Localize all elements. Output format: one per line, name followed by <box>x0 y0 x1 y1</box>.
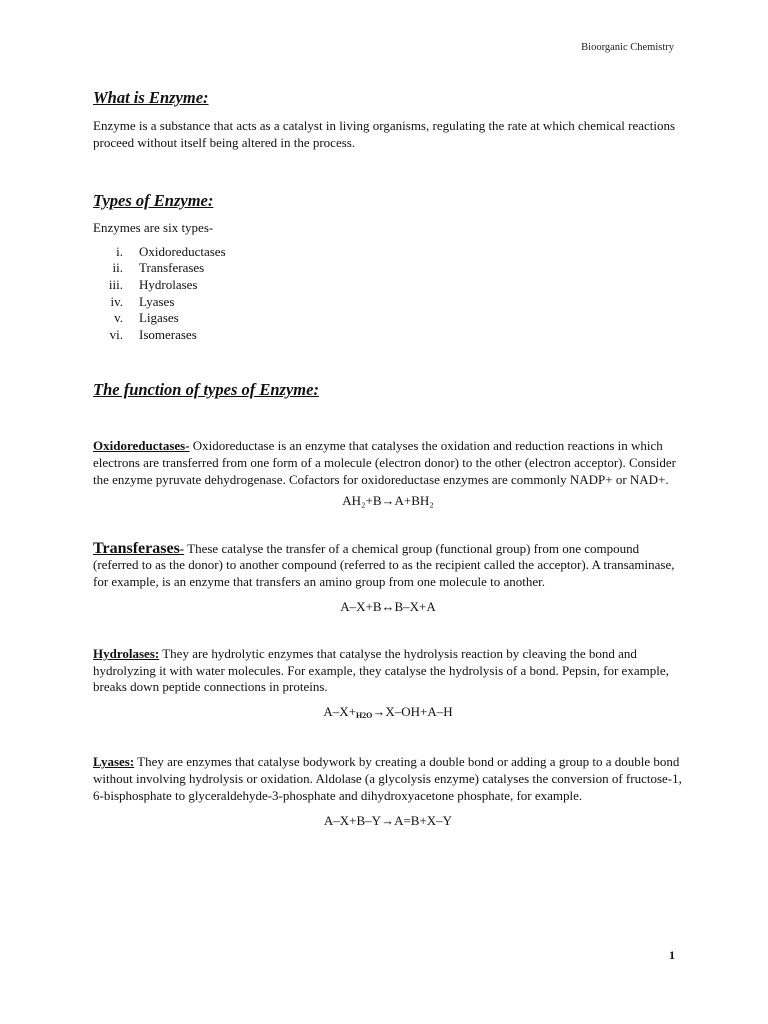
term-transferases: Transferases <box>93 539 180 557</box>
equation-oxidoreductases: AH₂+B→A+BH₂ <box>342 493 434 509</box>
list-number: vi. <box>109 326 123 342</box>
list-item <box>93 260 683 277</box>
paragraph-transferases <box>93 541 683 591</box>
list-number: ii. <box>112 260 123 276</box>
term-oxidoreductases: Oxidoreductases- <box>93 438 190 454</box>
list-number: iv. <box>110 293 123 309</box>
list-label: Hydrolases <box>139 276 198 292</box>
paragraph-enzyme-definition: Enzyme is a substance that acts as a catalyst in living organisms, regulating the rate at which chemical reactions proceed without itself being altered in the process. <box>93 118 676 150</box>
heading-types-of-enzyme: Types of Enzyme: <box>93 191 214 211</box>
hydrolases-body: They are hydrolytic enzymes that catalyse the hydrolysis reaction by cleaving the bond and hydrolyzing it with water molecules. For example, they catalyse the hydrolysis of a bond. Pepsin, for example, breaks down peptide connections in proteins. <box>93 646 669 695</box>
transferases-body: These catalyse the transfer of a chemical group (functional group) from one compound (referred to as the donor) to another compound (referred to as the recipient called the acceptor). A transaminase, for example, is an enzyme that transfers an amino group from one molecule to another. <box>93 540 675 589</box>
equation-hydrolases-sub: H2O <box>355 710 373 720</box>
page-content <box>93 88 683 830</box>
heading-function-of-types: The function of types of Enzyme: <box>93 380 319 400</box>
list-item <box>93 244 683 261</box>
paragraph-hydrolases <box>93 646 683 696</box>
list-label: Transferases <box>139 260 205 276</box>
enzyme-types-list <box>93 244 683 344</box>
term-hydrolases: Hydrolases: <box>93 646 160 662</box>
list-label: Oxidoreductases <box>139 243 226 259</box>
oxidoreductases-body: Oxidoreductase is an enzyme that catalyses the oxidation and reduction reactions in which electrons are transferred from one form of a molecule (electron donor) to the other (electron acceptor). Consider the enzyme pyruvate dehydrogenase. Cofactors for oxidoreductase enzymes are commonly NADP+ or NAD+. <box>93 438 676 487</box>
equation-hydrolases-post: →X–OH+A–H <box>372 703 453 719</box>
term-transferases-dash: - <box>179 540 185 556</box>
list-label: Isomerases <box>139 326 197 342</box>
page-number: 1 <box>669 948 675 962</box>
list-label: Lyases <box>139 293 175 309</box>
list-item <box>93 310 683 327</box>
paragraph-types-intro: Enzymes are six types- <box>93 220 214 236</box>
equation-hydrolases <box>93 704 683 725</box>
list-label: Ligases <box>139 310 179 326</box>
term-lyases: Lyases: <box>93 754 135 770</box>
heading-what-is-enzyme: What is Enzyme: <box>93 88 209 107</box>
list-number: iii. <box>108 276 123 292</box>
equation-hydrolases-pre: A–X+ <box>323 703 356 719</box>
running-header: Bioorganic Chemistry <box>581 42 674 53</box>
list-item <box>93 294 683 311</box>
paragraph-oxidoreductases <box>93 438 683 488</box>
paragraph-lyases <box>93 754 683 804</box>
equation-lyases: A–X+B–Y→A=B+X–Y <box>323 813 453 829</box>
list-item <box>93 327 683 344</box>
list-number: v. <box>114 310 123 326</box>
equation-transferases: A–X+B↔B–X+A <box>340 598 436 614</box>
lyases-body: They are enzymes that catalyse bodywork by creating a double bond or adding a group to a double bond without involving hydrolysis or oxidation. Aldolase (a glycolysis enzyme) catalyses the conversion of fructose-1, 6-bisphosphate to glyceraldehyde-3-phosphate and dihydroxyacetone phosphate, for example. <box>93 754 682 803</box>
list-number: i. <box>116 243 123 259</box>
list-item <box>93 277 683 294</box>
